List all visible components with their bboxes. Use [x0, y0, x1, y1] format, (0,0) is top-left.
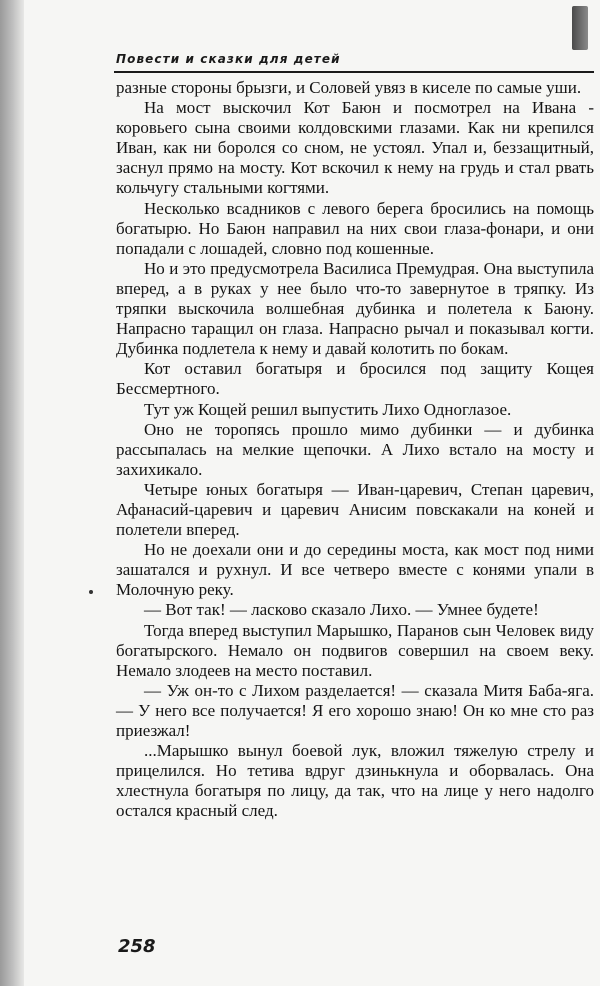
spine-shadow: [0, 0, 24, 986]
paragraph-1: разные стороны брызги, и Соловей увяз в киселе по самые уши.: [116, 78, 582, 97]
paragraph-12: — Уж он-то с Лихом разделается! — сказала Митя Баба-яга. — У него все получается! Я его хорошо знаю! Он ко мне сто раз приезжал!: [116, 680, 594, 740]
page-number: 258: [118, 936, 156, 957]
paragraph-5: Кот оставил богатыря и бросился под защиту Кощея Бессмертного.: [116, 359, 594, 399]
paragraph-8: Четыре юных богатыря — Иван-царевич, Степан царевич, Афанасий-царевич и царевич Анисим повскакали на коней и полетели вперед.: [116, 479, 594, 540]
page-corner-mark: [572, 6, 588, 50]
margin-dot: [89, 590, 93, 594]
paragraph-10: — Вот так! — ласково сказало Лихо. — Умнее будете!: [144, 600, 539, 620]
paragraph-3: Несколько всадников с левого берега бросились на помощь богатырю. Но Баюн направил на них свои глаза-фонари, и они попадали с лошадей, словно под кошенные.: [116, 198, 594, 258]
running-header: Повести и сказки для детей: [116, 52, 341, 66]
header-rule: [114, 71, 594, 73]
paragraph-11: Тогда вперед выступил Марышко, Паранов сын Человек виду богатырского. Немало он подвигов совершил на своем веку. Немало злодеев на место поставил.: [116, 620, 594, 680]
paragraph-13: ...Марышко вынул боевой лук, вложил тяжелую стрелу и прицелился. Но тетива вдруг дзинькнула и оборвалась. Она хлестнула богатыря по лицу, да так, что на лице у него надолго остался красный след.: [116, 741, 594, 821]
paragraph-6: Тут уж Кощей решил выпустить Лихо Одноглазое.: [144, 399, 512, 419]
paragraph-9: Но не доехали они и до середины моста, как мост под ними зашатался и рухнул. И все четверо вместе с конями упали в Молочную реку.: [116, 540, 594, 600]
paragraph-7: Оно не торопясь прошло мимо дубинки — и дубинка рассыпалась на мелкие щепочки. А Лихо встало на мосту и захихикало.: [116, 419, 594, 479]
paragraph-4: Но и это предусмотрела Василиса Премудрая. Она выступила вперед, а в руках у нее было что-то завернутое в тряпку. Из тряпки выскочила волшебная дубинка и полетела к Баюну. Напрасно таращил он глаза. Напрасно рычал и показывал когти. Дубинка подлетела к нему и давай колотить по бокам.: [116, 258, 594, 359]
body-text: [116, 78, 594, 821]
paragraph-2: На мост выскочил Кот Баюн и посмотрел на Ивана - коровьего сына своими колдовскими глазами. Как ни крепился Иван, как ни боролся со сном, не устоял. Упал и, беззащитный, заснул прямо на мосту. Кот вскочил к нему на грудь и стал рвать кольчугу стальными когтями.: [116, 98, 594, 198]
